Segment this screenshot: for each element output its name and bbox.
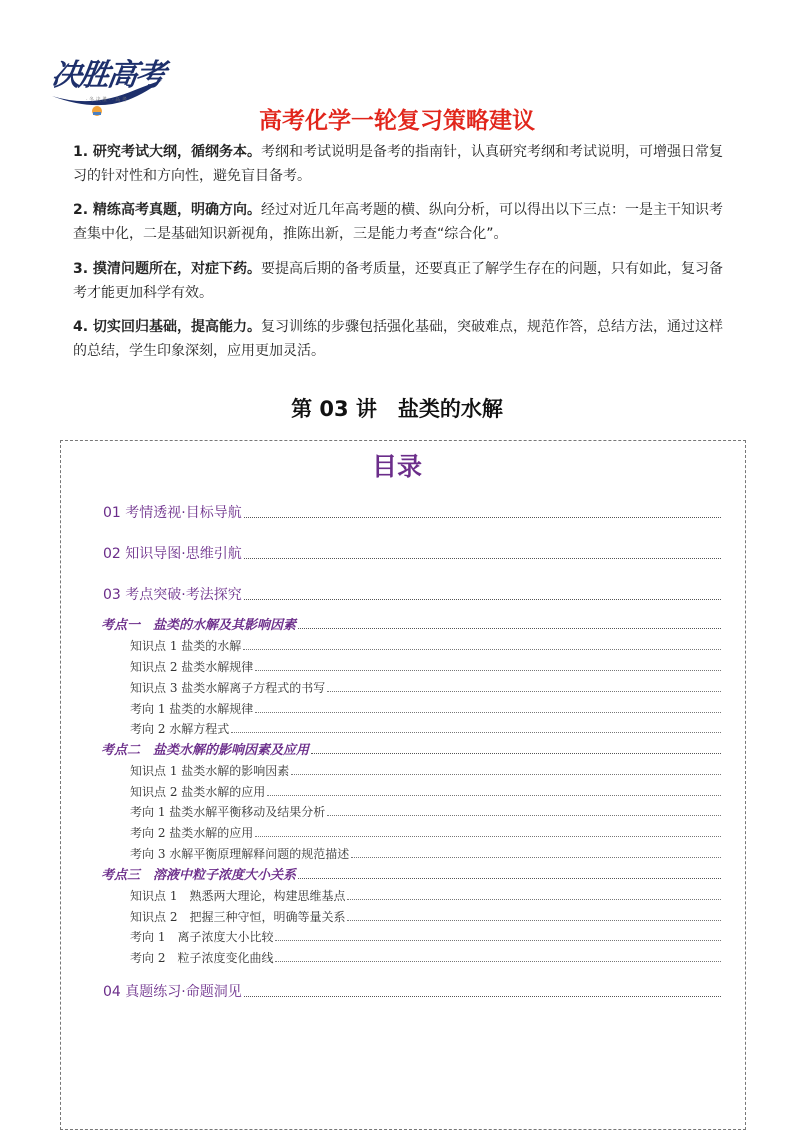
toc-section-03[interactable] xyxy=(103,584,721,604)
toc-item-label: 知识点 3 盐类水解离子方程式的书写 xyxy=(130,681,326,695)
leader-dots xyxy=(244,996,721,997)
toc-item[interactable] xyxy=(130,949,721,966)
leader-dots xyxy=(244,599,721,600)
toc-item[interactable] xyxy=(130,928,721,945)
leader-dots xyxy=(255,836,721,837)
toc-section-01[interactable] xyxy=(103,502,721,522)
leader-dots xyxy=(255,670,721,671)
toc-item-label: 知识点 2 盐类水解规律 xyxy=(130,660,254,674)
toc-section-label: 01 考情透视·目标导航 xyxy=(103,505,242,521)
toc-kaodian-2[interactable] xyxy=(101,739,721,758)
leader-dots xyxy=(327,691,721,692)
toc-heading: 目录 xyxy=(371,452,422,481)
toc-item-label: 考向 2 粒子浓度变化曲线 xyxy=(130,951,274,965)
toc-kaodian-3[interactable] xyxy=(101,864,721,883)
toc-item-label: 考向 2 水解方程式 xyxy=(130,722,230,736)
paragraph-text: 要提高后期的备考质量，还要真正了解学生存在的问题，只有如此，复习备考才能更加科学有效。 xyxy=(73,261,723,301)
leader-dots xyxy=(275,961,721,962)
toc-section-label: 03 考点突破·考法探究 xyxy=(103,587,242,603)
leader-dots xyxy=(244,517,721,518)
logo-text: 决胜高考 xyxy=(49,58,166,93)
toc-kaodian-1[interactable] xyxy=(101,614,721,633)
toc-section-02[interactable] xyxy=(103,543,721,563)
leader-dots xyxy=(351,857,721,858)
toc-item[interactable] xyxy=(130,637,721,654)
paragraph-heading: 2. 精练高考真题，明确方向。 xyxy=(73,202,261,218)
leader-dots xyxy=(311,753,721,754)
leader-dots xyxy=(275,940,721,941)
paragraph-heading: 3. 摸清问题所在，对症下药。 xyxy=(73,261,261,277)
paragraph-text: 经过对近几年高考题的横、纵向分析，可以得出以下三点：一是主干知识考查集中化，二是基础知识新视角，推陈出新，三是能力考查“综合化”。 xyxy=(73,202,723,242)
toc-item[interactable] xyxy=(130,845,721,862)
toc-item[interactable] xyxy=(130,762,721,779)
toc-item[interactable] xyxy=(130,887,721,904)
toc-item-label: 知识点 2 把握三种守恒，明确等量关系 xyxy=(130,910,346,924)
leader-dots xyxy=(267,795,721,796)
toc-item-label: 知识点 1 盐类水解的影响因素 xyxy=(130,764,290,778)
toc-item[interactable] xyxy=(130,700,721,717)
toc-section-label: 04 真题练习·命题洞见 xyxy=(103,984,242,1000)
toc-item-label: 考向 1 离子浓度大小比较 xyxy=(130,930,274,944)
toc-item-label: 考向 2 盐类水解的应用 xyxy=(130,826,254,840)
toc-item[interactable] xyxy=(130,720,721,737)
toc-kaodian-label: 考点一 盐类的水解及其影响因素 xyxy=(101,618,297,633)
paragraph-text: 复习训练的步骤包括强化基础，突破难点，规范作答，总结方法，通过这样的总结，学生印象深刻，应用更加灵活。 xyxy=(73,319,723,359)
leader-dots xyxy=(255,712,721,713)
paragraph-text: 考纲和考试说明是备考的指南针，认真研究考纲和考试说明，可增强日常复习的针对性和方向性，避免盲目备考。 xyxy=(73,144,723,184)
toc-item[interactable] xyxy=(130,824,721,841)
toc-item[interactable] xyxy=(130,783,721,800)
toc-item[interactable] xyxy=(130,679,721,696)
toc-item[interactable] xyxy=(130,658,721,675)
toc-item-label: 知识点 1 盐类的水解 xyxy=(130,639,242,653)
strategy-paragraph-2 xyxy=(73,198,723,246)
paragraph-heading: 1. 研究考试大纲，循纲务本。 xyxy=(73,144,261,160)
toc-kaodian-label: 考点二 盐类水解的影响因素及应用 xyxy=(101,743,310,758)
paragraph-heading: 4. 切实回归基础，提高能力。 xyxy=(73,319,261,335)
logo-subtitle: · 冬 决 胜 · · 高 考 · xyxy=(86,97,131,103)
toc-item-label: 知识点 2 盐类水解的应用 xyxy=(130,785,266,799)
toc-section-04[interactable] xyxy=(103,981,721,1001)
leader-dots xyxy=(291,774,721,775)
leader-dots xyxy=(298,628,721,629)
toc-item[interactable] xyxy=(130,803,721,820)
leader-dots xyxy=(243,649,721,650)
leader-dots xyxy=(347,920,721,921)
leader-dots xyxy=(231,732,721,733)
leader-dots xyxy=(347,899,721,900)
leader-dots xyxy=(298,878,721,879)
leader-dots xyxy=(244,558,721,559)
leader-dots xyxy=(327,815,721,816)
strategy-paragraph-1 xyxy=(73,140,723,188)
main-title: 高考化学一轮复习策略建议 xyxy=(259,108,535,134)
toc-section-label: 02 知识导图·思维引航 xyxy=(103,546,242,562)
lecture-title: 第 03 讲 盐类的水解 xyxy=(291,397,503,421)
toc-item-label: 考向 1 盐类水解平衡移动及结果分析 xyxy=(130,805,326,819)
strategy-paragraph-3 xyxy=(73,257,723,305)
toc-item[interactable] xyxy=(130,908,721,925)
toc-item-label: 考向 1 盐类的水解规律 xyxy=(130,702,254,716)
toc-item-label: 考向 3 水解平衡原理解释问题的规范描述 xyxy=(130,847,350,861)
toc-kaodian-label: 考点三 溶液中粒子浓度大小关系 xyxy=(101,868,297,883)
toc-item-label: 知识点 1 熟悉两大理论，构建思维基点 xyxy=(130,889,346,903)
strategy-paragraph-4 xyxy=(73,315,723,363)
